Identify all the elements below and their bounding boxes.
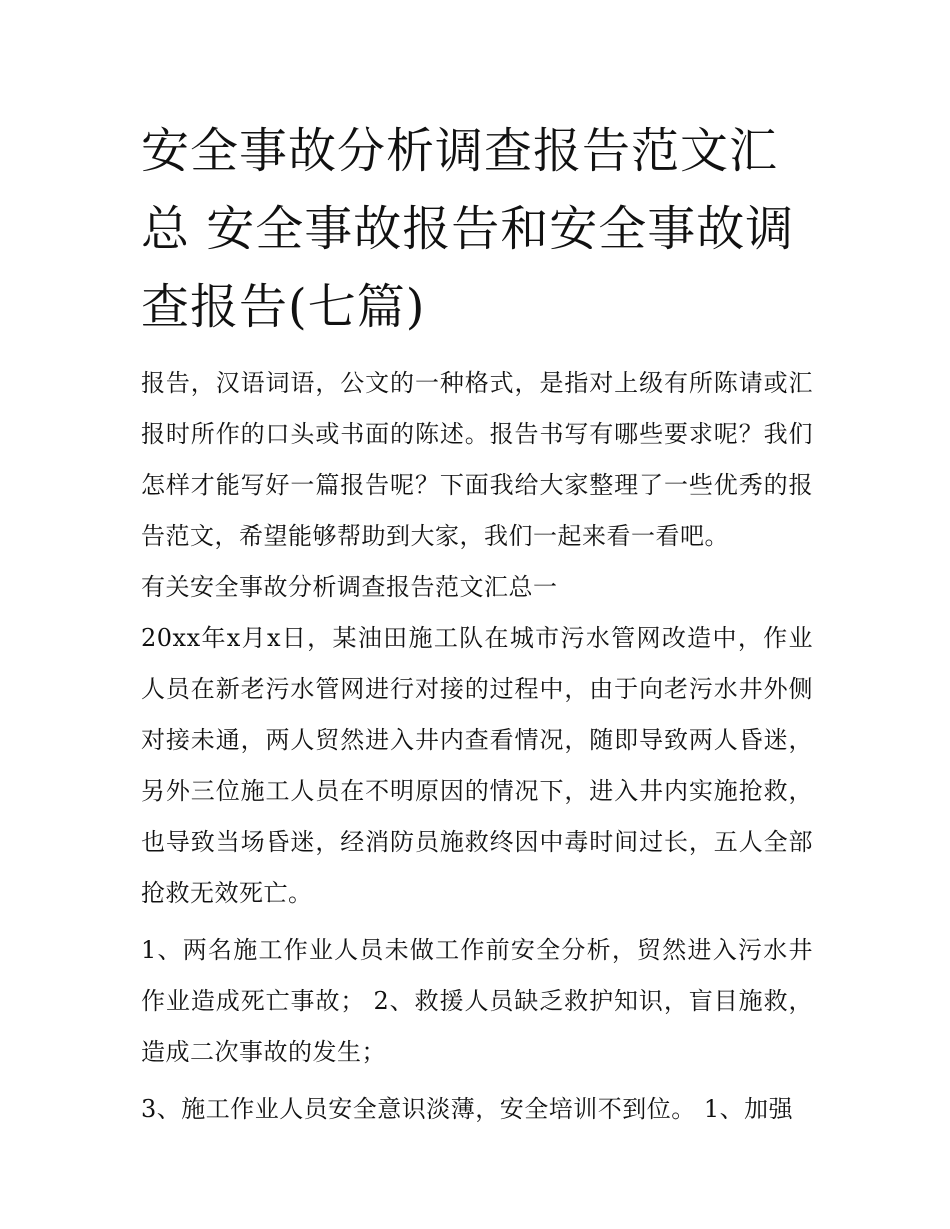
document-title: 安全事故分析调查报告范文汇总 安全事故报告和安全事故调查报告(七篇): [141, 123, 795, 335]
causes-paragraph-2: 3、施工作业人员安全意识淡薄，安全培训不到位。 1、加强: [141, 1095, 794, 1123]
intro-paragraph: 报告，汉语词语，公文的一种格式，是指对上级有所陈请或汇报时所作的口头或书面的陈述。报告书写有哪些要求呢？我们怎样才能写好一篇报告呢？下面我给大家整理了一些优秀的报告范文，希望能够帮助到大家，我们一起来看一看吧。: [141, 369, 813, 550]
section-heading: 有关安全事故分析调查报告范文汇总一: [141, 573, 558, 601]
document-body: [141, 112, 813, 1135]
incident-paragraph: 20xx年x月x日，某油田施工队在城市污水管网改造中，作业人员在新老污水管网进行对接的过程中，由于向老污水井外侧对接未通，两人贸然进入井内查看情况，随即导致两人昏迷，另外三位施工人员在不明原因的情况下，进入井内实施抢救，也导致当场昏迷，经消防员施救终因中毒时间过长，五人全部抢救无效死亡。: [141, 624, 813, 907]
causes-paragraph-1: 1、两名施工作业人员未做工作前安全分析，贸然进入污水井作业造成死亡事故； 2、救援人员缺乏救护知识，盲目施救，造成二次事故的发生；: [141, 936, 813, 1066]
